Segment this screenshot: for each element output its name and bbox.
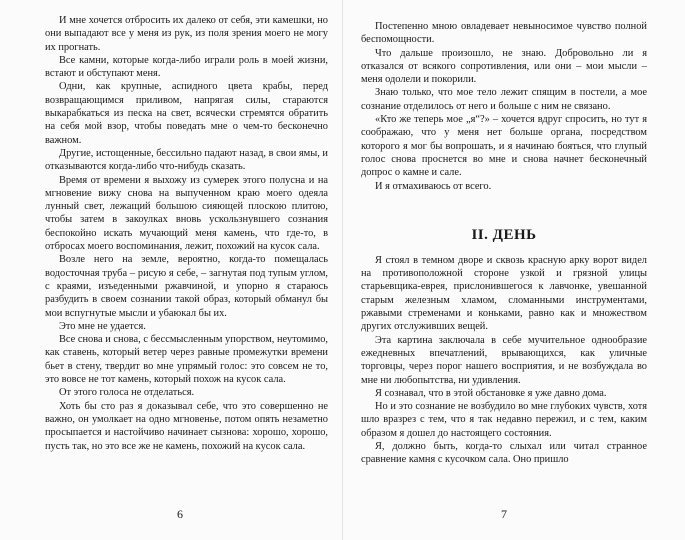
paragraph: Я сознавал, что в этой обстановке я уже давно дома. — [375, 387, 607, 399]
page-number: 7 — [501, 507, 507, 521]
left-page — [0, 0, 342, 540]
paragraph: Но и это сознание не возбудило во мне глубоких чувств, хотя шло вразрез с тем, что я так недавно пережил, и с тем, каким образом я дошел до настоящего состояния. — [361, 401, 647, 439]
paragraph: Знаю только, что мое тело лежит спящим в постели, а мое сознание отделилось от него и больше с ним не связано. — [361, 87, 647, 112]
chapter-text — [361, 254, 647, 467]
paragraph: Все камни, которые когда-либо играли роль в моей жизни, встают и обступают меня. — [45, 54, 328, 80]
left-page-text — [45, 14, 328, 453]
paragraph: Хоть бы сто раз я доказывал себе, что это совершенно не важно, он умолкает на одно мгновенье, потом опять незаметно просыпается и настойчиво начинает сызнова: хорошо, хорошо, пусть так, но это все же не камень, похожий на кусок сала. — [45, 400, 328, 452]
right-page-text — [361, 20, 647, 193]
paragraph: Время от времени я выхожу из сумерек этого полусна и на мгновение вижу снова на выпученном краю моего одеяла лунный свет, лежащий большою сияющей плоскою плитою, чтобы затем в закоулках вновь ускользнувшего сознания беспокойно искать мучающий меня камень, что где-то, в отбросах моего воспоминания, лежит, похожий на кусок сала. — [45, 174, 328, 253]
paragraph: Я, должно быть, когда-то слыхал или читал странное сравнение камня с кусочком сала. Оно пришло — [361, 441, 647, 466]
paragraph: Эта картина заключала в себе мучительное однообразие ежедневных впечатлений, врывающихся, как уличные торговцы, через порог нашего восприятия, и не возбуждала во мне ни любопытства, ни удивления. — [361, 334, 647, 386]
paragraph: Возле него на земле, вероятно, когда-то помещалась водосточная труба – рисую я себе, – загнутая под тупым углом, с краями, изъеденными ржавчиной, и упорно я стараюсь разбудить в своем сознании такой образ, который обманул бы мои вспугнутые мысли и убаюкал бы их. — [45, 254, 328, 319]
chapter-title: II. ДЕНЬ — [471, 226, 537, 243]
paragraph: Другие, истощенные, бессильно падают назад, в свои ямы, и отказываются когда-либо что-нибудь сказать. — [45, 147, 328, 173]
page-number: 6 — [177, 507, 183, 521]
paragraph: Все снова и снова, с бессмысленным упорством, неутомимо, как ставень, который ветер через равные промежутки времени бьет в стену, твердит во мне упрямый голос: это совсем не то, это вовсе не тот камень, который похож на кусок сала. — [45, 334, 328, 386]
paragraph: И мне хочется отбросить их далеко от себя, эти камешки, но они выпадают все у меня из рук, из поля зрения моего не могу их прогнать. — [45, 15, 328, 53]
paragraph: Постепенно мною овладевает невыносимое чувство полной беспомощности. — [361, 21, 647, 46]
paragraph: Я стоял в темном дворе и сквозь красную арку ворот видел на противоположной стороне узкой и грязной улицы старьевщика-еврея, прислонившегося к лавчонке, увешанной старым железным хламом, сломанными инструментами, ржавыми стременами и коньками, равно как и множеством других отслуживших вещей. — [361, 254, 647, 333]
paragraph: Что дальше произошло, не знаю. Добровольно ли я отказался от всякого сопротивления, или они – мои мысли – меня одолели и покорили. — [361, 47, 647, 86]
paragraph: И я отмахиваюсь от всего. — [375, 180, 492, 192]
paragraph: От этого голоса не отделаться. — [59, 387, 195, 399]
paragraph: Одни, как крупные, аспидного цвета крабы, перед возвращающимся приливом, напрягая силы, стараются выкарабкаться из песка на свет, всячески стремятся обратить на себя мой взор, чтобы поведать мне о чем-то бесконечно важном. — [45, 81, 328, 146]
paragraph: «Кто же теперь мое „я“?» – хочется вдруг спросить, но тут я соображаю, что у меня нет больше органа, посредством которого я мог бы вопрошать, и я начинаю бояться, что глупый голос снова проснется во мне и снова начнет бесконечный допрос о камне и сале. — [361, 114, 647, 179]
paragraph: Это мне не удается. — [59, 320, 146, 332]
right-page — [342, 0, 685, 540]
